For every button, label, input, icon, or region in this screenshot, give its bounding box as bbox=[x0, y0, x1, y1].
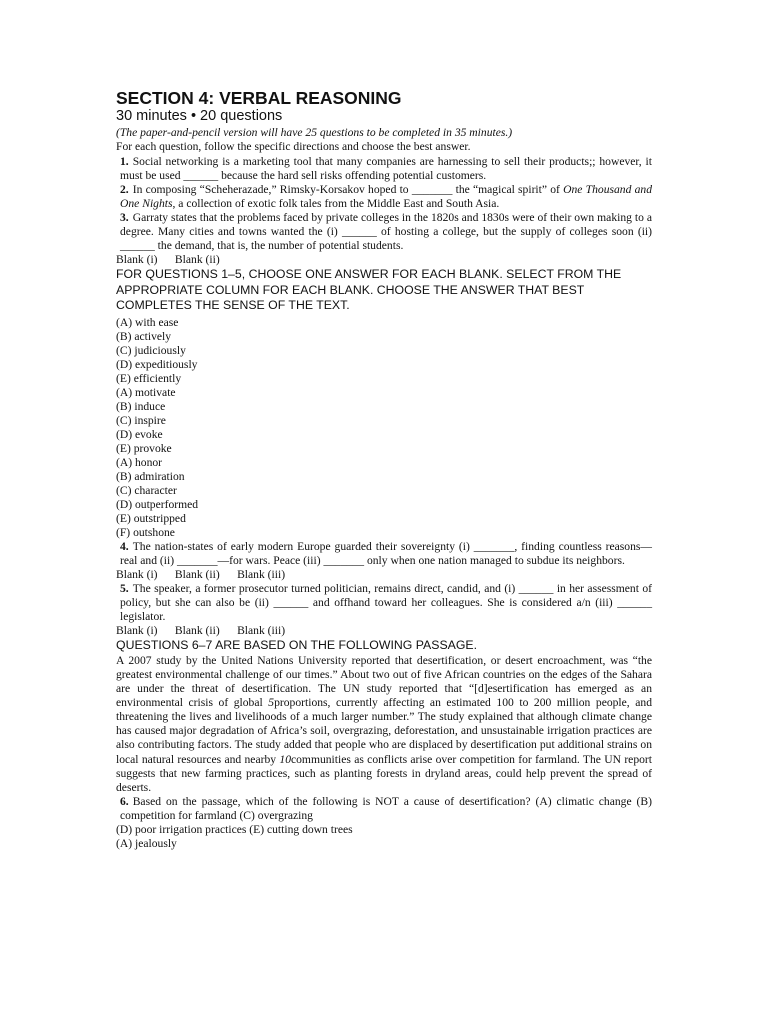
question-text-end: , a collection of exotic folk tales from the Middle East and South Asia. bbox=[172, 197, 500, 210]
answer-option[interactable]: (A) honor bbox=[116, 456, 163, 470]
book-title: One Thousand and One Nights bbox=[120, 183, 653, 210]
question-6 bbox=[116, 795, 652, 823]
question-number: 6. bbox=[120, 794, 129, 808]
answer-option[interactable]: (D) outperformed bbox=[116, 498, 199, 512]
question-6-options: (D) poor irrigation practices (E) cutting down trees bbox=[116, 822, 353, 836]
answer-option[interactable]: (A) with ease bbox=[116, 315, 179, 329]
directions: For each question, follow the specific directions and choose the best answer. bbox=[116, 140, 471, 153]
instructions-questions-1-5: FOR QUESTIONS 1–5, CHOOSE ONE ANSWER FOR EACH BLANK. SELECT FROM THE APPROPRIATE COLUMN FOR EACH BLANK. CHOOSE THE ANSWER THAT BEST COMPLETES THE SENSE OF THE TEXT. bbox=[116, 267, 622, 313]
reading-passage bbox=[116, 654, 652, 795]
line-number: 5 bbox=[268, 696, 275, 710]
answer-options-list bbox=[116, 316, 652, 541]
answer-option[interactable]: (E) outstripped bbox=[116, 512, 186, 526]
question-text: The speaker, a former prosecutor turned politician, remains direct, candid, and (i) ______ in her assessment of policy, but she can also be (ii) ______ and offhand toward her colleagues. She is considered a/n (iii) ______ legislator. bbox=[120, 582, 652, 624]
answer-option[interactable]: (D) evoke bbox=[116, 427, 163, 441]
question-5 bbox=[116, 582, 652, 624]
question-text: In composing “Scheherazade,” Rimsky-Korsakov hoped to _______ the “magical spirit” of bbox=[132, 183, 564, 196]
question-number: 4. bbox=[120, 540, 129, 554]
question-text: Garraty states that the problems faced by private colleges in the 1820s and 1830s were of their own making to a degree. Many cities and towns wanted the (i) ______ of hosting a college, but the supply of colleges soon (ii) ______ the demand, that is, the number of potential students. bbox=[120, 211, 652, 252]
answer-option[interactable]: (B) induce bbox=[116, 399, 166, 413]
answer-option[interactable]: (E) provoke bbox=[116, 441, 172, 455]
section-subtitle: 30 minutes • 20 questions bbox=[116, 108, 283, 124]
question-text: The nation-states of early modern Europe guarded their sovereignty (i) _______, finding countless reasons—real and (ii) _______—for wars. Peace (iii) _______ only when one nation managed to subdue its neighbors. bbox=[120, 540, 652, 568]
blank-column-header: Blank (i) Blank (ii) Blank (iii) bbox=[116, 624, 286, 638]
paper-version-note: (The paper-and-pencil version will have 25 questions to be completed in 35 minutes.) bbox=[116, 126, 513, 139]
blank-column-header: Blank (i) Blank (ii) Blank (iii) bbox=[116, 568, 286, 582]
question-1 bbox=[116, 155, 652, 183]
question-2 bbox=[116, 183, 652, 211]
question-number: 3. bbox=[120, 211, 129, 224]
question-3 bbox=[116, 211, 652, 253]
answer-option[interactable]: (E) efficiently bbox=[116, 371, 182, 385]
question-number: 5. bbox=[120, 582, 129, 596]
passage-header: QUESTIONS 6–7 ARE BASED ON THE FOLLOWING PASSAGE. bbox=[116, 638, 478, 653]
answer-option[interactable]: (D) expeditiously bbox=[116, 357, 198, 371]
passage-text: proportions, currently affecting an estimated 100 to 200 million people, and threatening the lives and livelihoods of a much larger number.” The study explained that although climate change has caused major degradation of Africa’s soil, overgrazing, deforestation, and unsustainable irrigation practices are also contributing factors. The study added that people who are displaced by desertification put additional strains on local natural resources and nearby bbox=[116, 696, 652, 766]
answer-option[interactable]: (B) admiration bbox=[116, 470, 185, 484]
question-number: 2. bbox=[120, 183, 129, 196]
answer-option[interactable]: (B) actively bbox=[116, 329, 172, 343]
answer-option[interactable]: (C) judiciously bbox=[116, 343, 186, 357]
passage-text: A 2007 study by the United Nations University reported that desertification, or desert encroachment, was “the greatest environmental challenge of our times.” About two out of five African countries on the edges of the Sahara are under the threat of desertification. The UN study reported that “[d]esertification has emerged as an environmental crisis of global bbox=[116, 653, 652, 710]
line-number: 10 bbox=[279, 752, 291, 766]
question-text: Based on the passage, which of the following is NOT a cause of desertification? (A) climatic change (B) competition for farmland (C) overgrazing bbox=[120, 794, 652, 822]
question-text: Social networking is a marketing tool that many companies are harnessing to sell their products;; however, it must be used ______ because the hard sell risks offending potential customers. bbox=[120, 155, 652, 182]
question-number: 1. bbox=[120, 155, 129, 168]
answer-option[interactable]: (C) inspire bbox=[116, 413, 166, 427]
answer-option[interactable]: (A) jealously bbox=[116, 836, 177, 850]
question-4 bbox=[116, 540, 652, 568]
passage-text: communities as conflicts arise over competition for farmland. The UN report suggests that new farming practices, such as planting forests in dryland areas, could help prevent the spread of deserts. bbox=[116, 752, 653, 794]
blank-column-header: Blank (i) Blank (ii) bbox=[116, 253, 220, 266]
answer-option[interactable]: (A) motivate bbox=[116, 385, 176, 399]
document-content bbox=[116, 88, 652, 851]
answer-option[interactable]: (F) outshone bbox=[116, 526, 175, 540]
answer-option[interactable]: (C) character bbox=[116, 484, 177, 498]
section-title: SECTION 4: VERBAL REASONING bbox=[116, 88, 402, 108]
